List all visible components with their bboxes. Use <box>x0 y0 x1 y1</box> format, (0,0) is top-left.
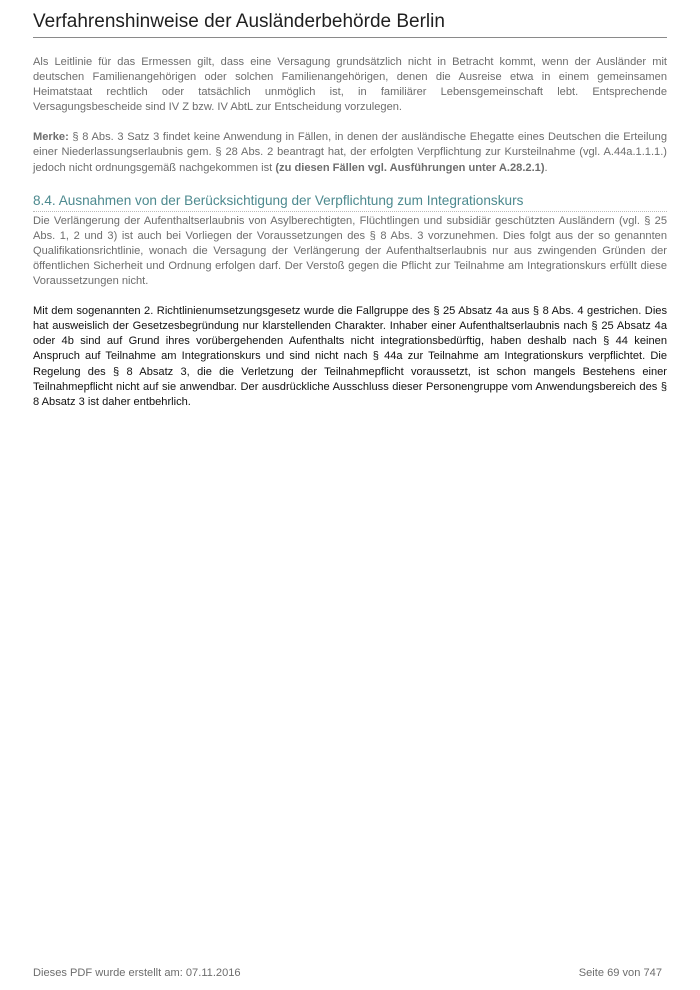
page-title: Verfahrenshinweise der Ausländerbehörde Berlin <box>33 11 445 32</box>
paragraph-directive-implementation: Mit dem sogenannten 2. Richtlinienumsetzungsgesetz wurde die Fallgruppe des § 25 Absatz 4a aus § 8 Abs. 4 gestrichen. Dies hat ausweislich der Gesetzesbegründung nur klarstellenden Charakter. Inhaber einer Aufenthaltserlaubnis nach § 25 Absatz 4a oder 4b sind auf Grund ihres vorübergehenden Aufenthalts nicht integrationsbedürftig, haben deshalb nach § 44 keinen Anspruch auf Teilnahme am Integrationskurs und sind nicht nach § 44a zur Teilnahme am Integrationskurs verpflichtet. Die Regelung des § 8 Absatz 3, die die Verletzung der Teilnahmepflicht voraussetzt, ist schon mangels Bestehens einer Teilnahmepflicht nicht auf sie anwendbar. Der ausdrückliche Ausschluss dieser Personengruppe vom Anwendungsbereich des § 8 Absatz 3 ist daher entbehrlich. <box>33 305 667 408</box>
note-lead: Merke: <box>33 131 69 144</box>
section-heading-8-4: 8.4. Ausnahmen von der Berücksichtigung der Verpflichtung zum Integrationskurs <box>33 192 667 212</box>
note-paragraph <box>33 130 667 175</box>
footer-created-date: Dieses PDF wurde erstellt am: 07.11.2016 <box>33 967 241 979</box>
note-text: § 8 Abs. 3 Satz 3 findet keine Anwendung in Fällen, in denen der ausländische Ehegatte eines Deutschen die Erteilung einer Niederlassungserlaubnis gem. § 28 Abs. 2 beantragt hat, der erfolgten Verpflichtung zur Kursteilnahme (vgl. A.44a.1.1.1.) jedoch nicht ordnungsgemäß nachgekommen ist <box>33 131 667 174</box>
paragraph-refugee-extension: Die Verlängerung der Aufenthaltserlaubnis von Asylberechtigten, Flüchtlingen und subsidiär geschützten Ausländern (vgl. § 25 Abs. 1, 2 und 3) ist auch bei Vorliegen der Voraussetzungen des § 8 Abs. 3 vorzunehmen. Dies folgt aus der so genannten Qualifikationsrichtlinie, wonach die Versagung der Verlängerung der Aufenthaltserlaubnis nur aus zwingenden Gründen der öffentlichen Sicherheit und Ordnung erfolgen darf. Der Verstoß gegen die Pflicht zur Teilnahme am Integrationskurs erfüllt diese Voraussetzungen nicht. <box>33 214 667 288</box>
title-divider <box>33 37 667 38</box>
document-body <box>33 55 667 410</box>
paragraph-discretion-guideline: Als Leitlinie für das Ermessen gilt, dass eine Versagung grundsätzlich nicht in Betracht kommt, wenn der Ausländer mit deutschen Familienangehörigen oder solchen Familienangehörigen, denen die Ausreise etwa in einem gemeinsamen Heimatstaat rechtlich oder tatsächlich unmöglich ist, in familiärer Lebensgemeinschaft lebt. Entsprechende Versagungsbescheide sind IV Z bzw. IV AbtL zur Entscheidung vorzulegen. <box>33 56 667 114</box>
note-reference: (zu diesen Fällen vgl. Ausführungen unter A.28.2.1) <box>275 161 545 174</box>
note-end: . <box>544 161 548 174</box>
footer-page-number: Seite 69 von 747 <box>578 967 662 979</box>
